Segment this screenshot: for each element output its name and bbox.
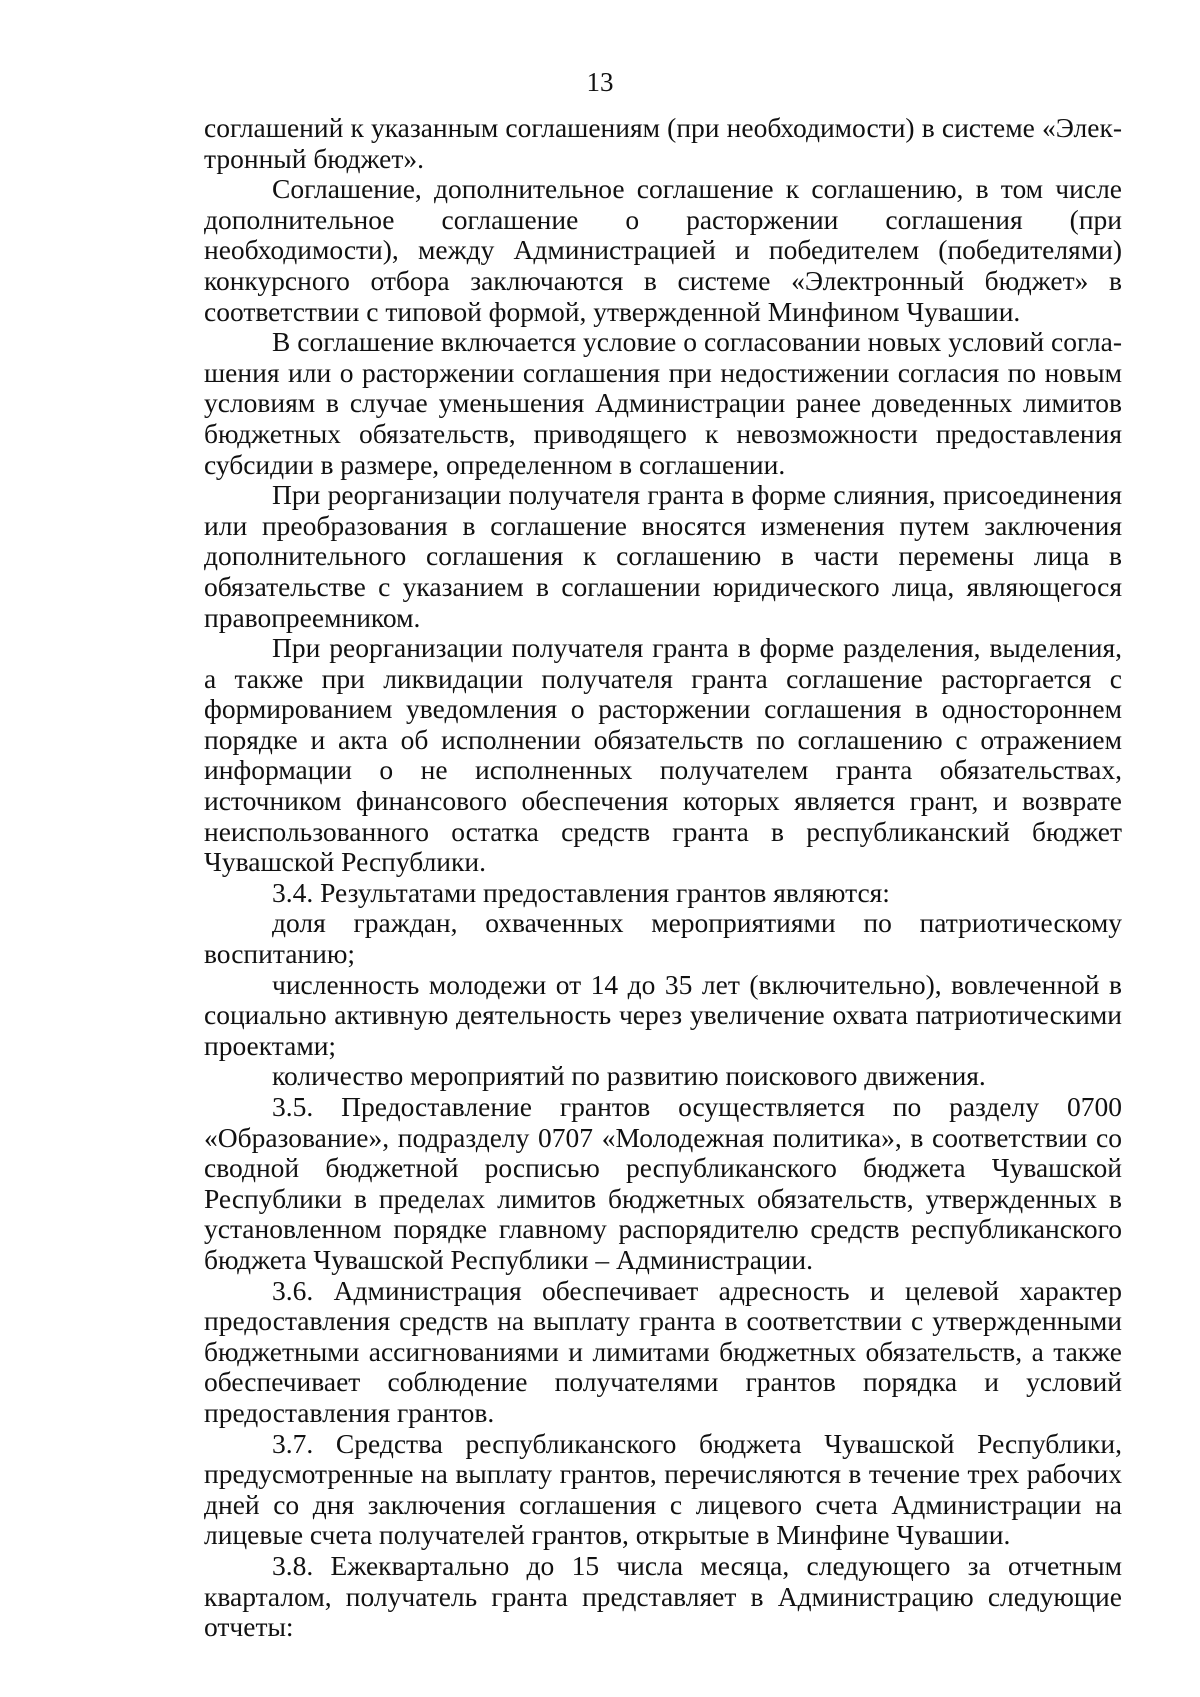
paragraph-3-6-targeting: 3.6. Администрация обеспечивает адресность и целевой характер предоставления средств на выплату гранта в соответствии с утвержденными бюджетными ассигнованиями и лимитами бюджетных обязательств, а также обеспечивает соблюдение получателями грантов порядка и условий предоставления грантов. xyxy=(204,1274,1122,1428)
paragraph-3-8-reports: 3.8. Ежеквартально до 15 числа месяца, следующего за отчетным кварталом, получатель гранта представляет в Администрацию следующие отчеты: xyxy=(204,1549,1122,1643)
list-item-youth-count: численность молодежи от 14 до 35 лет (включительно), вовлеченной в социально активную деятельность через увеличение охвата патриотическими проектами; xyxy=(204,968,1122,1061)
paragraph-reorganization-division: При реорганизации получателя гранта в форме разделения, выделения, а также при ликвидации получателя гранта соглашение расторгается с формированием уведомления о расторжении соглашения в одностороннем порядке и акта об исполнении обязательств по соглашению с отражением информации о не исполненных получателем гранта обязательствах, источником финансового обеспечения которых является грант, и возврате неиспользованного остатка средств гранта в республиканский бюджет Чувашской Республики. xyxy=(204,632,1122,878)
paragraph-agreement-conditions: В соглашение включается условие о согласовании новых условий соглашения или о расторжении соглашения при недостижении согласия по новым условиям в случае уменьшения Администрации ранее доведенных лимитов бюджетных обязательств, приводящего к невозможности предоставления субсидии в размере, определенном в соглашении. xyxy=(204,326,1122,480)
paragraph-agreement-conclusion: Соглашение, дополнительное соглашение к соглашению, в том числе дополнительное соглашение о расторжении соглашения (при необходимости), между Администрацией и победителем (победителями) конкурсного отбора заключаются в системе «Электронный бюджет» в соответствии с типовой формой, утвержденной Минфином Чувашии. xyxy=(204,173,1122,327)
page-number: 13 xyxy=(586,67,614,97)
paragraph-3-7-transfer: 3.7. Средства республиканского бюджета Чувашской Республики, предусмотренные на выплату грантов, перечисляются в течение трех рабочих дней со дня заключения соглашения с лицевого счета Администрации на лицевые счета получателей грантов, открытые в Минфине Чувашии. xyxy=(204,1427,1122,1551)
document-body xyxy=(204,113,1122,1643)
paragraph-reorganization-merger: При реорганизации получателя гранта в форме слияния, присоединения или преобразования в соглашение вносятся изменения путем заключения дополнительного соглашения к соглашению в части перемены лица в обязательстве с указанием в соглашении юридического лица, являющегося правопреемником. xyxy=(204,479,1122,633)
paragraph-continuation: соглашений к указанным соглашениям (при необходимости) в системе «Электронный бюджет». xyxy=(204,112,1122,174)
list-item-citizens-share: доля граждан, охваченных мероприятиями по патриотическому воспитанию; xyxy=(204,907,1122,970)
list-item-search-events: количество мероприятий по развитию поискового движения. xyxy=(272,1060,986,1092)
paragraph-3-4-results: 3.4. Результатами предоставления грантов являются: xyxy=(272,876,890,908)
paragraph-3-5-budget-section: 3.5. Предоставление грантов осуществляется по разделу 0700 «Образование», подразделу 0707 «Молодежная политика», в соответствии со сводной бюджетной росписью республиканского бюджета Чувашской Республики в пределах лимитов бюджетных обязательств, утвержденных в установленном порядке главному распорядителю средств республиканского бюджета Чувашской Республики – Администрации. xyxy=(204,1091,1122,1275)
